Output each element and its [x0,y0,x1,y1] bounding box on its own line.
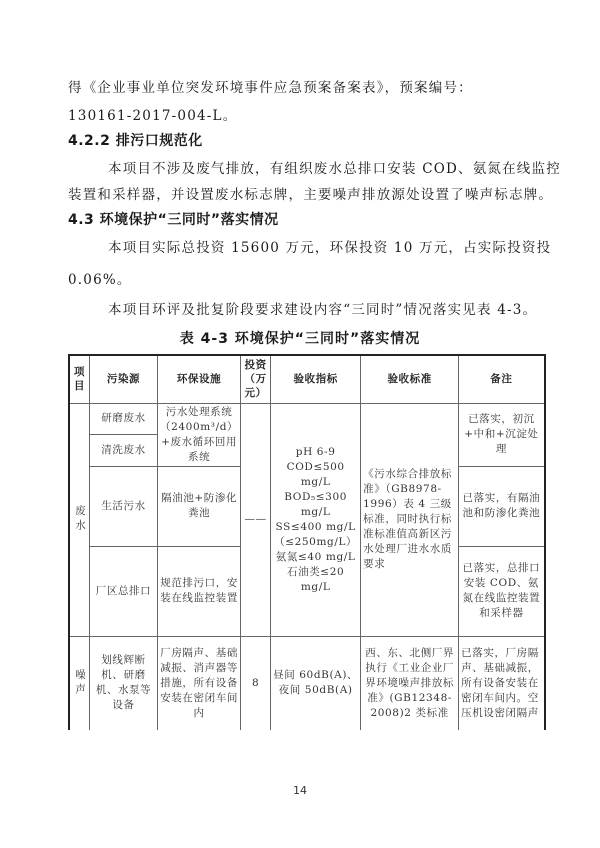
table-header-row [69,355,545,403]
remark-cell: 已落实，有隔油池和防渗化粪池 [459,466,545,546]
table-row [69,636,545,730]
indicator-cell: 昼间 60dB(A)、夜间 50dB(A) [271,636,361,730]
source-cell: 清洗废水 [90,435,158,467]
section-heading-4-3: 4.3 环境保护“三同时”落实情况 [68,212,279,228]
header-facility: 环保设施 [158,355,241,403]
facility-cell: 隔油池+防渗化粪池 [158,466,241,546]
table-caption: 表 4-3 环境保护“三同时”落实情况 [179,331,421,347]
remark-cell: 已落实，总排口安装 COD、氨氮在线监控装置和采样器 [459,546,545,636]
paragraph-line: 130161-2017-004-L。 [68,108,238,124]
category-wastewater: 废水 [69,403,90,636]
header-item: 项目 [69,355,90,403]
header-remark: 备注 [459,355,545,403]
paragraph-line: 本项目不涉及废气排放，有组织废水总排口安装 COD、氨氮在线监控 [108,161,561,177]
header-investment: 投资（万元） [241,355,271,403]
remark-cell: 已落实，厂房隔声、基础减振，所有设备安装在密闭车间内。空压机设密闭隔声 [459,636,545,730]
standard-cell: 西、东、北侧厂界执行《工业企业厂界环境噪声排放标准》(GB12348-2008)2 类标准 [361,636,459,730]
source-cell: 生活污水 [90,466,158,546]
facility-cell: 厂房隔声、基础减振、消声器等措施，所有设备安装在密闭车间内 [158,636,241,730]
investment-cell: 8 [241,636,271,730]
table-row [69,403,545,435]
header-indicator: 验收指标 [271,355,361,403]
investment-cell: —— [241,403,271,636]
source-cell: 厂区总排口 [90,546,158,636]
source-cell: 划线辉断机、研磨机、水泵等设备 [90,636,158,730]
paragraph-line: 本项目实际总投资 15600 万元，环保投资 10 万元，占实际投资投 [108,240,552,256]
header-source: 污染源 [90,355,158,403]
standard-cell: 《污水综合排放标准》（GB8978-1996）表 4 三级标准，同时执行标准标准值高新区污水处理厂进水水质要求 [361,403,459,636]
source-cell: 研磨废水 [90,403,158,435]
paragraph-line: 装置和采样器，并设置废水标志牌，主要噪声排放源处设置了噪声标志牌。 [68,187,554,203]
section-heading-4-2-2: 4.2.2 排污口规范化 [68,133,203,149]
paragraph-line: 得《企业事业单位突发环境事件应急预案备案表》，预案编号： [68,80,473,96]
facility-cell: 污水处理系统（2400m³/d）+废水循环回用系统 [158,403,241,466]
remark-cell: 已落实，初沉+中和+沉淀处理 [459,403,545,466]
category-noise: 噪声 [69,636,90,730]
three-simultaneous-table [68,354,546,730]
paragraph-line: 0.06%。 [68,272,132,288]
page-number: 14 [293,784,307,797]
facility-cell: 规范排污口，安装在线监控装置 [158,546,241,636]
indicator-cell: pH 6-9 COD≤500 mg/L BOD₅≤300 mg/L SS≤400 mg/L （≤250mg/L） 氨氮≤40 mg/L 石油类≤20 mg/L [271,403,361,636]
header-standard: 验收标准 [361,355,459,403]
paragraph-line: 本项目环评及批复阶段要求建设内容“三同时”情况落实见表 4-3。 [108,302,538,318]
